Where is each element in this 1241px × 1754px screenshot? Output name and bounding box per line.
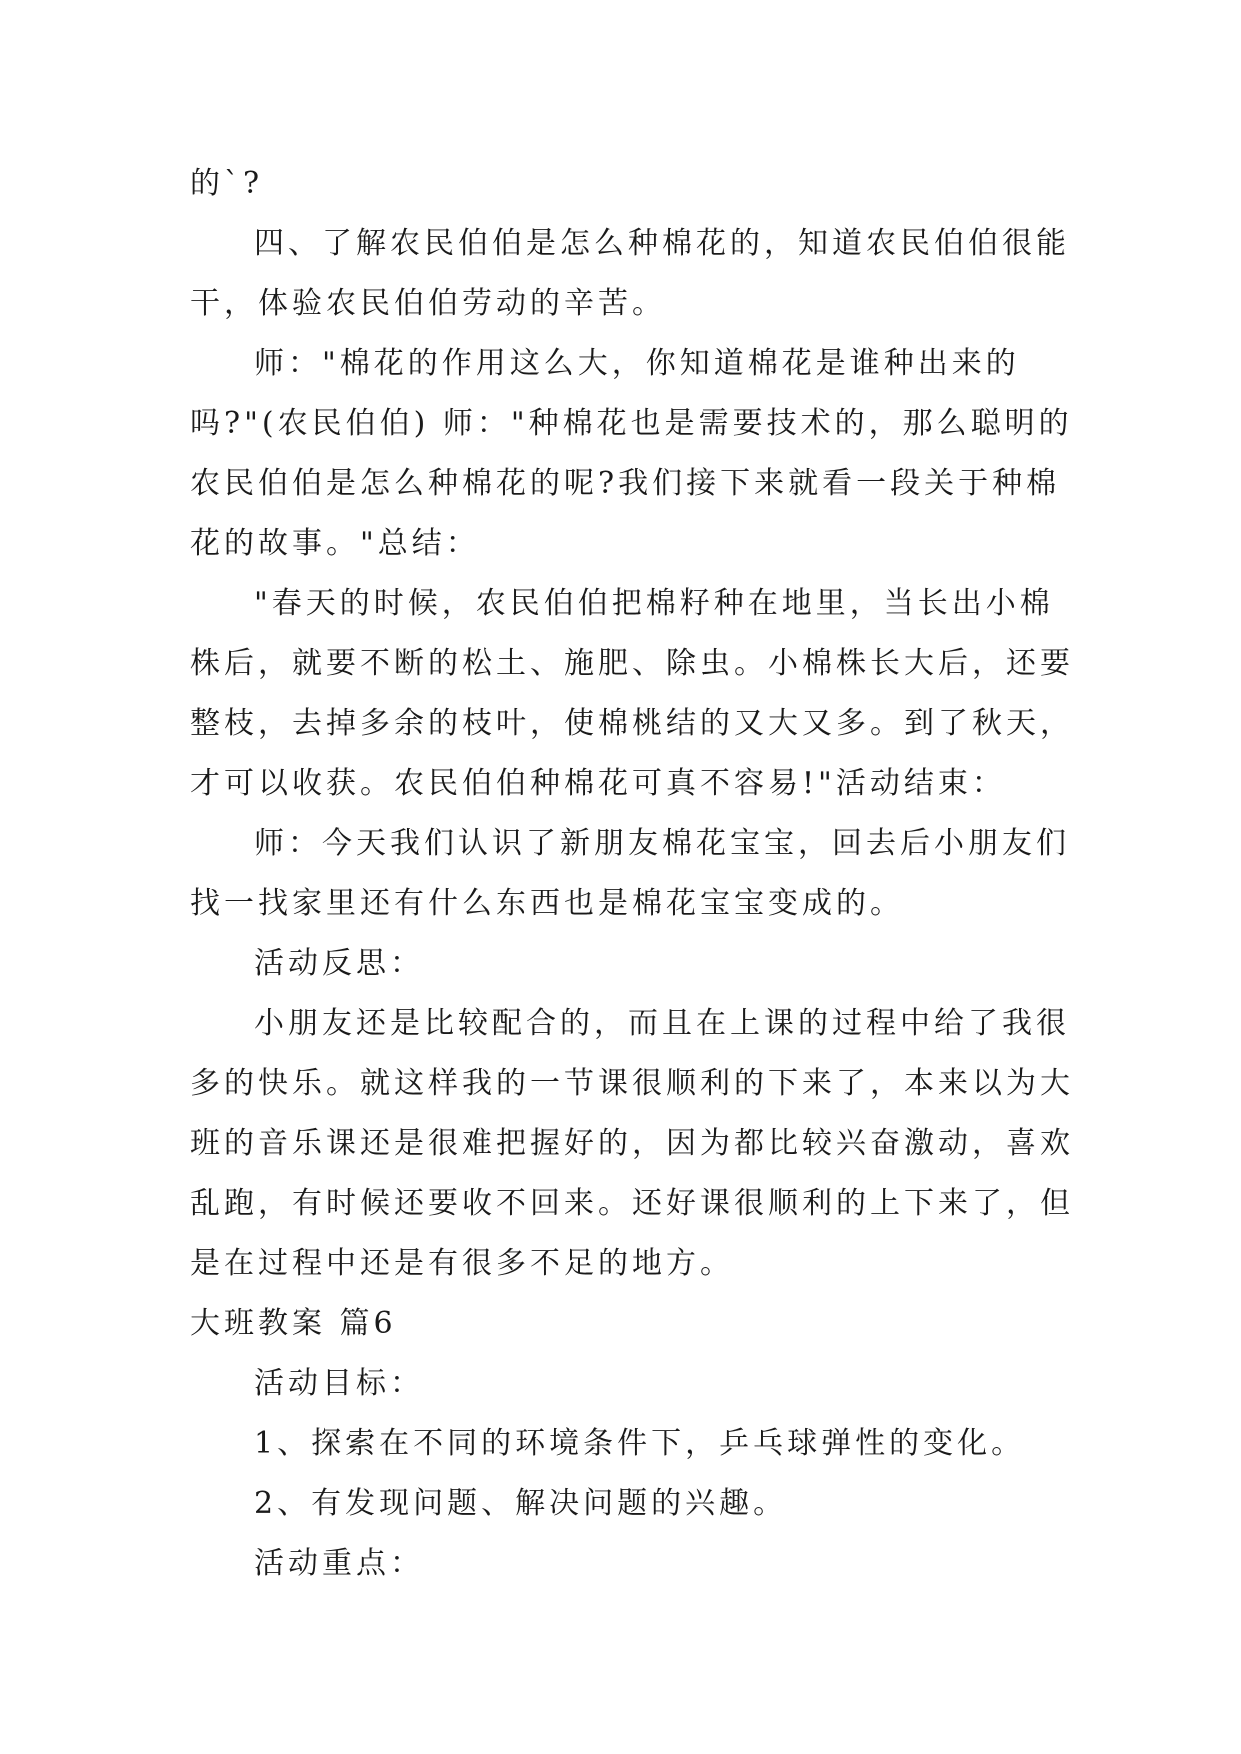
text-line-21: 活动目标： [254, 1366, 424, 1401]
text-line-14: 活动反思： [254, 946, 424, 981]
text-line-12: 师：今天我们认识了新朋友棉花宝宝，回去后小朋友们 [254, 826, 1070, 861]
text-line-5: 吗?"(农民伯伯) 师："种棉花也是需要技术的，那么聪明的 [190, 406, 1073, 441]
text-line-15: 小朋友还是比较配合的，而且在上课的过程中给了我很 [254, 1006, 1070, 1041]
text-line-6: 农民伯伯是怎么种棉花的呢?我们接下来就看一段关于种棉 [190, 466, 1061, 501]
text-line-24: 活动重点： [254, 1546, 424, 1581]
text-line-18: 乱跑，有时候还要收不回来。还好课很顺利的上下来了，但 [190, 1186, 1074, 1221]
text-line-10: 整枝，去掉多余的枝叶，使棉桃结的又大又多。到了秋天， [190, 706, 1074, 741]
text-line-2: 四、了解农民伯伯是怎么种棉花的，知道农民伯伯很能 [254, 226, 1070, 261]
text-line-11: 才可以收获。农民伯伯种棉花可真不容易!"活动结束： [190, 766, 1006, 801]
text-line-16: 多的快乐。就这样我的一节课很顺利的下来了，本来以为大 [190, 1066, 1074, 1101]
text-line-4: 师："棉花的作用这么大，你知道棉花是谁种出来的 [254, 346, 1020, 381]
text-line-8: "春天的时候，农民伯伯把棉籽种在地里，当长出小棉 [254, 586, 1054, 621]
section-heading: 大班教案 篇6 [190, 1306, 397, 1341]
text-line-7: 花的故事。"总结： [190, 526, 480, 561]
text-line-9: 株后，就要不断的松土、施肥、除虫。小棉株长大后，还要 [190, 646, 1074, 681]
text-line-23: 2、有发现问题、解决问题的兴趣。 [254, 1486, 788, 1521]
text-line-17: 班的音乐课还是很难把握好的，因为都比较兴奋激动，喜欢 [190, 1126, 1074, 1161]
text-line-3: 干，体验农民伯伯劳动的辛苦。 [190, 286, 666, 321]
text-line-22: 1、探索在不同的环境条件下，乒乓球弹性的变化。 [254, 1426, 1026, 1461]
text-line-1: 的`? [190, 166, 264, 201]
text-line-19: 是在过程中还是有很多不足的地方。 [190, 1246, 734, 1281]
text-line-13: 找一找家里还有什么东西也是棉花宝宝变成的。 [190, 886, 904, 921]
